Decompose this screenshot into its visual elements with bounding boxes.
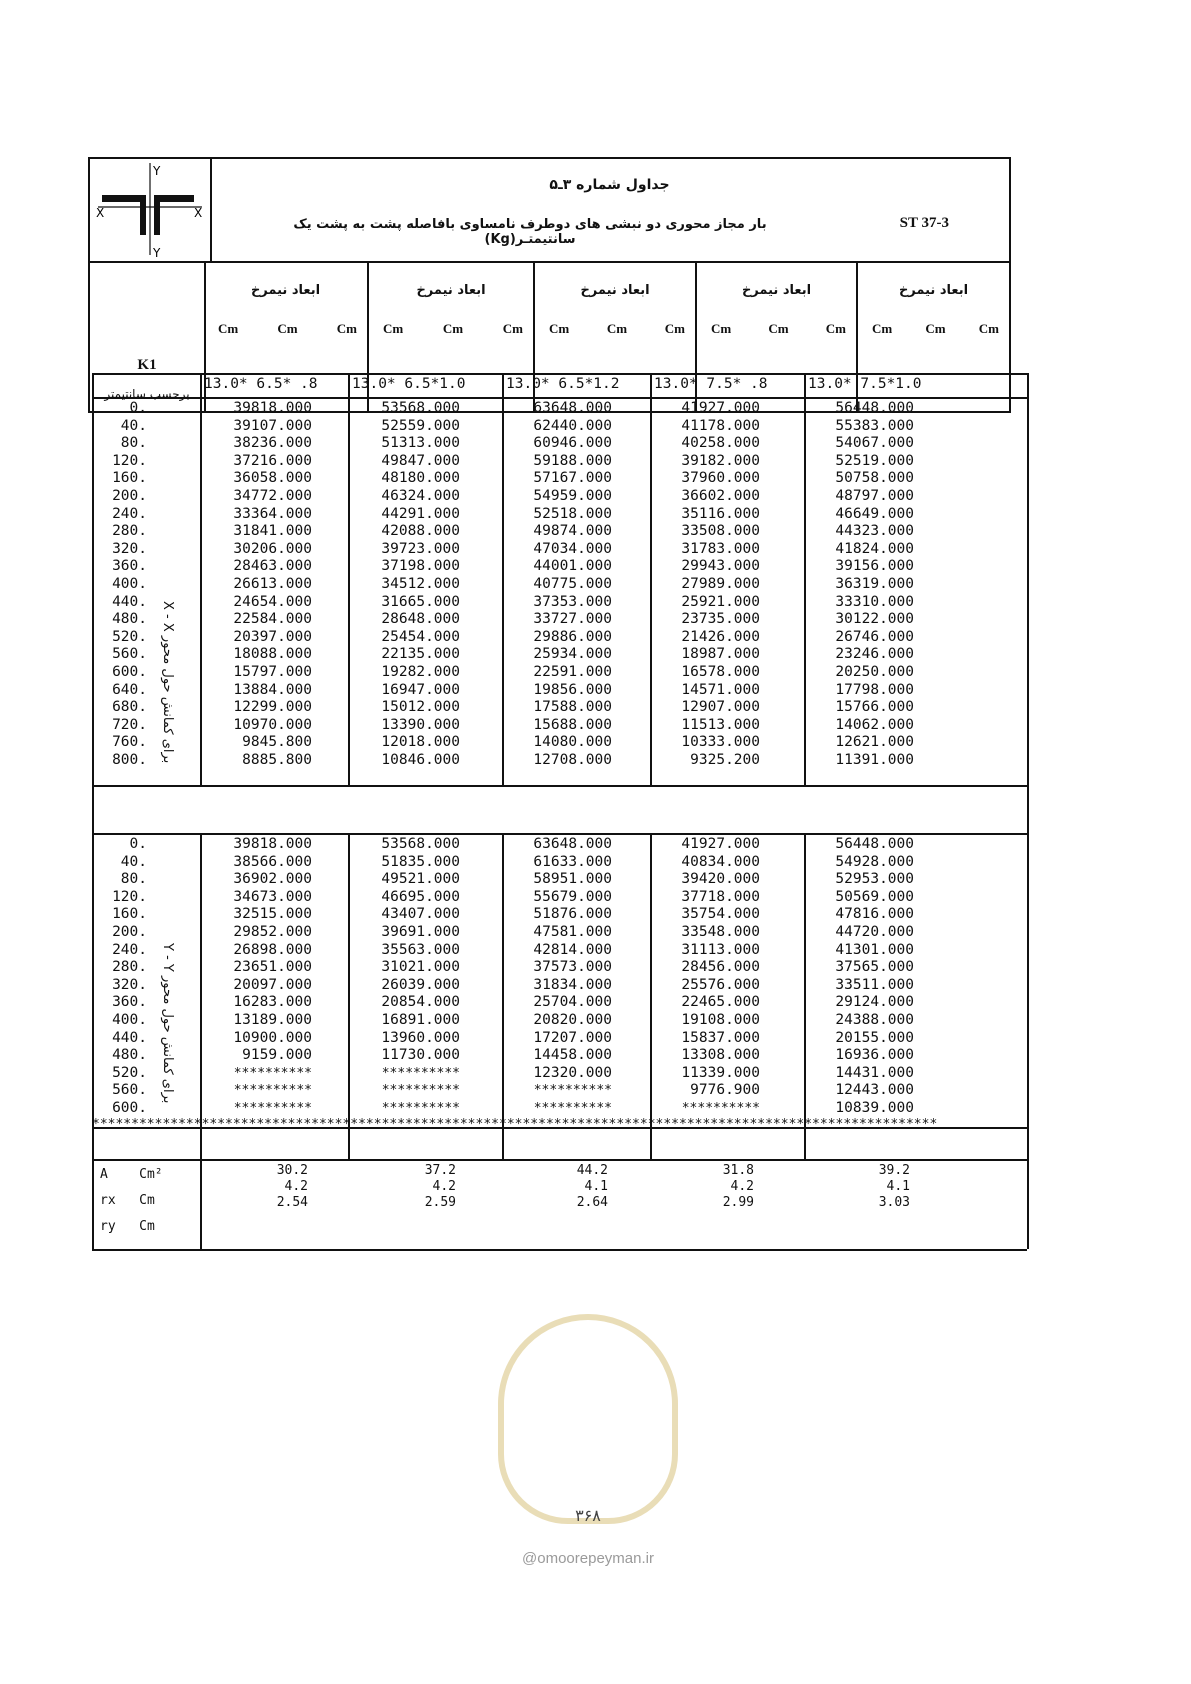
table-cell: 33508.000 — [681, 523, 760, 540]
table-cell: 42814.000 — [533, 941, 612, 958]
table-cell: 18987.000 — [681, 646, 760, 663]
property-value: 44.2 — [576, 1163, 608, 1178]
table-cell: 17588.000 — [533, 699, 612, 716]
table-cell: 52559.000 — [381, 417, 460, 434]
table-cell: 60946.000 — [533, 435, 612, 452]
table-cell: 16578.000 — [681, 664, 760, 680]
table-cell: 12299.000 — [233, 699, 312, 716]
table-cell: 44291.000 — [381, 505, 460, 522]
table-cell: 16947.000 — [381, 681, 460, 698]
table-cell: 25921.000 — [681, 593, 760, 610]
table-cell: 12320.000 — [533, 1064, 612, 1081]
table-cell: 41927.000 — [681, 836, 760, 852]
table-cell: 47581.000 — [533, 924, 612, 940]
property-value: 4.2 — [284, 1179, 308, 1194]
table-cell: 56448.000 — [835, 400, 914, 416]
table-cell: 10839.000 — [835, 1100, 914, 1116]
table-cell: 38566.000 — [233, 853, 312, 870]
table-cell: 31783.000 — [681, 540, 760, 557]
table-cell: 46324.000 — [381, 488, 460, 504]
table-cell: 9845.800 — [242, 734, 312, 751]
table-cell: 50569.000 — [835, 888, 914, 905]
table-cell: 19108.000 — [681, 1012, 760, 1028]
k1-value: 600. — [112, 1100, 147, 1116]
table-cell: 33310.000 — [835, 593, 914, 610]
profile-size: 13.0* 7.5* .8 — [654, 376, 768, 392]
k1-value: 280. — [112, 959, 147, 976]
table-cell: 8885.800 — [242, 752, 312, 768]
k1-value: 320. — [112, 540, 147, 557]
table-cell: 13308.000 — [681, 1047, 760, 1064]
property-value: 2.59 — [424, 1195, 456, 1210]
table-cell: 54928.000 — [835, 853, 914, 870]
table-cell: ********** — [381, 1065, 460, 1081]
table-cell: 40834.000 — [681, 853, 760, 870]
table-cell: 16283.000 — [233, 994, 312, 1011]
table-subtitle: بار مجاز محوری دو نبشی های دوطرف نامساوی بافاصله پشت به پشت یک سانتیمتـر(Kg) — [293, 217, 767, 247]
table-cell: 31021.000 — [381, 959, 460, 976]
table-cell: 22591.000 — [533, 664, 612, 680]
table-cell: 28456.000 — [681, 959, 760, 976]
table-rule — [92, 785, 1027, 787]
table-cell: 46695.000 — [381, 888, 460, 905]
property-label: ry Cm — [100, 1219, 155, 1234]
k1-value: 760. — [112, 734, 147, 751]
table-cell: 48180.000 — [381, 470, 460, 487]
property-value: 4.2 — [432, 1179, 456, 1194]
k1-value: 160. — [112, 470, 147, 487]
table-cell: 50758.000 — [835, 470, 914, 487]
table-cell: 11730.000 — [381, 1047, 460, 1064]
table-cell: 16891.000 — [381, 1012, 460, 1028]
table-cell: 11391.000 — [835, 752, 914, 768]
table-cell: 16936.000 — [835, 1047, 914, 1064]
table-cell: 36602.000 — [681, 488, 760, 504]
table-cell: 63648.000 — [533, 836, 612, 852]
property-value: 30.2 — [276, 1163, 308, 1178]
table-cell: 10846.000 — [381, 752, 460, 768]
profile-header-2: ابعاد نیمرخ Cm Cm Cm — [369, 261, 535, 411]
page-number: ۳۶۸ — [575, 1506, 601, 1525]
table-cell: 14080.000 — [533, 734, 612, 751]
table-cell: 37960.000 — [681, 470, 760, 487]
table-cell: 33548.000 — [681, 924, 760, 940]
table-cell: ********** — [533, 1101, 612, 1116]
svg-text:X: X — [96, 206, 105, 220]
table-cell: 42088.000 — [381, 523, 460, 540]
table-cell: 47034.000 — [533, 540, 612, 557]
profile-header-5: ابعاد نیمرخ Cm Cm Cm — [872, 283, 999, 336]
table-cell: 17798.000 — [835, 681, 914, 698]
property-value: 31.8 — [722, 1163, 754, 1178]
table-cell: 36319.000 — [835, 576, 914, 592]
x-axis-caption: برای کمانش حول محور X - X — [160, 600, 175, 763]
table-cell: 34512.000 — [381, 576, 460, 592]
k1-value: 560. — [112, 1082, 147, 1099]
table-cell: 12907.000 — [681, 699, 760, 716]
table-cell: 34673.000 — [233, 888, 312, 905]
table-cell: 29852.000 — [233, 924, 312, 940]
table-cell: 13960.000 — [381, 1029, 460, 1046]
k1-value: 160. — [112, 906, 147, 923]
table-cell: 36058.000 — [233, 470, 312, 487]
table-cell: 31113.000 — [681, 941, 760, 958]
table-cell: 29886.000 — [533, 628, 612, 645]
table-cell: 52953.000 — [835, 871, 914, 888]
table-cell: 49521.000 — [381, 871, 460, 888]
table-cell: 25704.000 — [533, 994, 612, 1011]
table-cell: 20155.000 — [835, 1029, 914, 1046]
property-value: 4.2 — [730, 1179, 754, 1194]
table-cell: 23246.000 — [835, 646, 914, 663]
table-cell: 44001.000 — [533, 558, 612, 575]
k1-value: 800. — [112, 752, 147, 768]
table-cell: 21426.000 — [681, 628, 760, 645]
table-cell: 11339.000 — [681, 1064, 760, 1081]
table-cell: 10333.000 — [681, 734, 760, 751]
table-cell: 29943.000 — [681, 558, 760, 575]
table-cell: 34772.000 — [233, 488, 312, 504]
allowable-load-table — [92, 373, 1027, 1253]
table-cell: 19856.000 — [533, 681, 612, 698]
table-cell: 37353.000 — [533, 593, 612, 610]
column-rule — [200, 1159, 202, 1251]
table-cell: 12443.000 — [835, 1082, 914, 1099]
table-cell: 12018.000 — [381, 734, 460, 751]
table-cell: 9159.000 — [242, 1047, 312, 1064]
table-cell: 26039.000 — [381, 976, 460, 993]
k1-value: 520. — [112, 628, 147, 645]
property-value: 4.1 — [584, 1179, 608, 1194]
table-cell: 39156.000 — [835, 558, 914, 575]
table-cell: 24388.000 — [835, 1012, 914, 1028]
k1-value: 360. — [112, 558, 147, 575]
table-cell: 39107.000 — [233, 417, 312, 434]
table-cell: 41824.000 — [835, 540, 914, 557]
k1-value: 80. — [120, 435, 147, 452]
table-cell: 58951.000 — [533, 871, 612, 888]
table-cell: 37198.000 — [381, 558, 460, 575]
table-cell: 24654.000 — [233, 593, 312, 610]
table-cell: 14062.000 — [835, 716, 914, 733]
table-cell: 55383.000 — [835, 417, 914, 434]
profile-size: 13.0* 6.5* .8 — [204, 376, 318, 392]
k1-value: 520. — [112, 1064, 147, 1081]
table-cell: 11513.000 — [681, 716, 760, 733]
table-cell: 18088.000 — [233, 646, 312, 663]
k1-value: 0. — [129, 836, 147, 852]
k1-value: 480. — [112, 1047, 147, 1064]
table-cell: 55679.000 — [533, 888, 612, 905]
k1-value: 640. — [112, 681, 147, 698]
table-cell: 31841.000 — [233, 523, 312, 540]
table-cell: 36902.000 — [233, 871, 312, 888]
table-cell: 40775.000 — [533, 576, 612, 592]
table-cell: ********** — [233, 1101, 312, 1116]
watermark-logo — [488, 1314, 688, 1567]
table-cell: 13189.000 — [233, 1012, 312, 1028]
table-cell: ********** — [533, 1083, 612, 1099]
table-cell: ********** — [381, 1083, 460, 1099]
table-cell: 15797.000 — [233, 664, 312, 680]
table-cell: 28648.000 — [381, 611, 460, 628]
table-cell: 26746.000 — [835, 628, 914, 645]
profile-size: 13.0* 6.5*1.0 — [352, 376, 466, 392]
table-cell: 25576.000 — [681, 976, 760, 993]
k1-value: 200. — [112, 924, 147, 940]
table-cell: 19282.000 — [381, 664, 460, 680]
table-cell: 28463.000 — [233, 558, 312, 575]
table-cell: 41927.000 — [681, 400, 760, 416]
table-cell: 46649.000 — [835, 505, 914, 522]
table-cell: 22465.000 — [681, 994, 760, 1011]
table-cell: 30122.000 — [835, 611, 914, 628]
table-cell: 30206.000 — [233, 540, 312, 557]
table-cell: 15837.000 — [681, 1029, 760, 1046]
table-cell: 48797.000 — [835, 488, 914, 504]
k1-unit-label: برحسب سانتیمتر — [104, 387, 190, 401]
steel-grade: ST 37-3 — [899, 215, 949, 231]
property-label: rx Cm — [100, 1193, 155, 1208]
k1-value: 280. — [112, 523, 147, 540]
table-cell: 51876.000 — [533, 906, 612, 923]
k1-value: 560. — [112, 646, 147, 663]
table-cell: 59188.000 — [533, 452, 612, 469]
table-cell: ********** — [233, 1083, 312, 1099]
table-cell: 52519.000 — [835, 452, 914, 469]
k1-value: 440. — [112, 593, 147, 610]
table-cell: ********** — [381, 1101, 460, 1116]
table-cell: 20820.000 — [533, 1012, 612, 1028]
table-cell: 23651.000 — [233, 959, 312, 976]
table-cell: 14431.000 — [835, 1064, 914, 1081]
table-cell: 49847.000 — [381, 452, 460, 469]
table-cell: ********** — [233, 1065, 312, 1081]
k1-value: 400. — [112, 576, 147, 592]
table-cell: 38236.000 — [233, 435, 312, 452]
property-value: 37.2 — [424, 1163, 456, 1178]
table-cell: 14571.000 — [681, 681, 760, 698]
table-cell: 23735.000 — [681, 611, 760, 628]
table-cell: 35116.000 — [681, 505, 760, 522]
table-cell: 53568.000 — [381, 400, 460, 416]
k1-value: 720. — [112, 716, 147, 733]
k1-value: 680. — [112, 699, 147, 716]
table-cell: 17207.000 — [533, 1029, 612, 1046]
k1-value: 480. — [112, 611, 147, 628]
k1-value: 240. — [112, 941, 147, 958]
table-cell: 37573.000 — [533, 959, 612, 976]
table-cell: 26898.000 — [233, 941, 312, 958]
table-cell: 39818.000 — [233, 836, 312, 852]
k1-label: K1 — [137, 357, 157, 373]
table-cell: 9776.900 — [690, 1082, 760, 1099]
y-axis-caption: برای کمانش حول محور Y - Y — [160, 942, 175, 1103]
svg-text:X: X — [194, 206, 203, 220]
k1-value: 200. — [112, 488, 147, 504]
table-cell: 25934.000 — [533, 646, 612, 663]
profile-size: 13.0* 7.5*1.0 — [808, 376, 922, 392]
double-angle-section-icon — [90, 159, 212, 261]
k1-value: 240. — [112, 505, 147, 522]
table-cell: 33727.000 — [533, 611, 612, 628]
table-title: جداول شماره ۳ـ۵ — [549, 177, 670, 193]
table-cell: 32515.000 — [233, 906, 312, 923]
table-cell: 61633.000 — [533, 853, 612, 870]
gear-seal-icon — [498, 1314, 678, 1524]
table-cell: 54067.000 — [835, 435, 914, 452]
table-cell: 25454.000 — [381, 628, 460, 645]
table-cell: 13390.000 — [381, 716, 460, 733]
k1-value: 40. — [120, 417, 147, 434]
table-cell: 41178.000 — [681, 417, 760, 434]
table-cell: 41301.000 — [835, 941, 914, 958]
property-value: 39.2 — [878, 1163, 910, 1178]
table-cell: 53568.000 — [381, 836, 460, 852]
table-cell: 29124.000 — [835, 994, 914, 1011]
table-cell: 63648.000 — [533, 400, 612, 416]
table-cell: 20854.000 — [381, 994, 460, 1011]
table-cell: 40258.000 — [681, 435, 760, 452]
property-value: 2.54 — [276, 1195, 308, 1210]
k1-value: 120. — [112, 452, 147, 469]
table-cell: 43407.000 — [381, 906, 460, 923]
table-cell: 12708.000 — [533, 752, 612, 768]
profile-header-3: ابعاد نیمرخ Cm Cm Cm — [535, 261, 697, 411]
k1-value: 0. — [129, 400, 147, 416]
table-cell: 51835.000 — [381, 853, 460, 870]
table-cell: 39818.000 — [233, 400, 312, 416]
table-cell: 37718.000 — [681, 888, 760, 905]
table-cell: 39691.000 — [381, 924, 460, 940]
header-title-row — [90, 159, 1009, 263]
property-value: 2.99 — [722, 1195, 754, 1210]
table-cell: 39723.000 — [381, 540, 460, 557]
table-rule — [92, 1249, 1027, 1251]
table-cell: 51313.000 — [381, 435, 460, 452]
svg-text:Y: Y — [153, 246, 161, 259]
table-cell: 12621.000 — [835, 734, 914, 751]
table-cell: 14458.000 — [533, 1047, 612, 1064]
property-value: 3.03 — [878, 1195, 910, 1210]
k1-value: 440. — [112, 1029, 147, 1046]
table-cell: 62440.000 — [533, 417, 612, 434]
property-value: 4.1 — [886, 1179, 910, 1194]
k1-value: 320. — [112, 976, 147, 993]
stars-separator: ************************************************************************************************************ — [92, 1117, 938, 1132]
table-cell: 27989.000 — [681, 576, 760, 592]
table-cell: 57167.000 — [533, 470, 612, 487]
k1-value: 80. — [120, 871, 147, 888]
table-cell: 37216.000 — [233, 452, 312, 469]
table-cell: 10900.000 — [233, 1029, 312, 1046]
table-cell: 20250.000 — [835, 664, 914, 680]
k1-value: 600. — [112, 664, 147, 680]
watermark-site: @omoorepeyman.ir — [522, 1550, 654, 1567]
k1-value: 120. — [112, 888, 147, 905]
table-cell: 15012.000 — [381, 699, 460, 716]
table-cell: 31665.000 — [381, 593, 460, 610]
table-cell: 10970.000 — [233, 716, 312, 733]
table-cell: 35563.000 — [381, 941, 460, 958]
table-cell: 54959.000 — [533, 488, 612, 504]
table-cell: 37565.000 — [835, 959, 914, 976]
table-cell: 31834.000 — [533, 976, 612, 993]
table-cell: 44323.000 — [835, 523, 914, 540]
k1-value: 360. — [112, 994, 147, 1011]
table-cell: 26613.000 — [233, 576, 312, 592]
table-cell: 22135.000 — [381, 646, 460, 663]
k1-value: 40. — [120, 853, 147, 870]
table-cell: 22584.000 — [233, 611, 312, 628]
table-cell: 15766.000 — [835, 699, 914, 716]
property-value: 2.64 — [576, 1195, 608, 1210]
table-cell: 39420.000 — [681, 871, 760, 888]
table-cell: 13884.000 — [233, 681, 312, 698]
table-cell: ********** — [681, 1101, 760, 1116]
table-cell: 52518.000 — [533, 505, 612, 522]
table-cell: 49874.000 — [533, 523, 612, 540]
table-cell: 20097.000 — [233, 976, 312, 993]
table-cell: 20397.000 — [233, 628, 312, 645]
table-cell: 33511.000 — [835, 976, 914, 993]
profile-header-4: ابعاد نیمرخ Cm Cm Cm — [697, 261, 858, 411]
table-cell: 15688.000 — [533, 716, 612, 733]
property-label: A Cm² — [100, 1167, 163, 1182]
table-cell: 9325.200 — [690, 752, 760, 768]
svg-text:Y: Y — [153, 164, 161, 178]
table-cell: 44720.000 — [835, 924, 914, 940]
table-cell: 47816.000 — [835, 906, 914, 923]
profile-size: 13.0* 6.5*1.2 — [506, 376, 620, 392]
table-cell: 33364.000 — [233, 505, 312, 522]
table-cell: 56448.000 — [835, 836, 914, 852]
k1-value: 400. — [112, 1012, 147, 1028]
profile-header-1: ابعاد نیمرخ Cm Cm Cm — [204, 261, 369, 411]
table-cell: 39182.000 — [681, 452, 760, 469]
table-cell: 35754.000 — [681, 906, 760, 923]
